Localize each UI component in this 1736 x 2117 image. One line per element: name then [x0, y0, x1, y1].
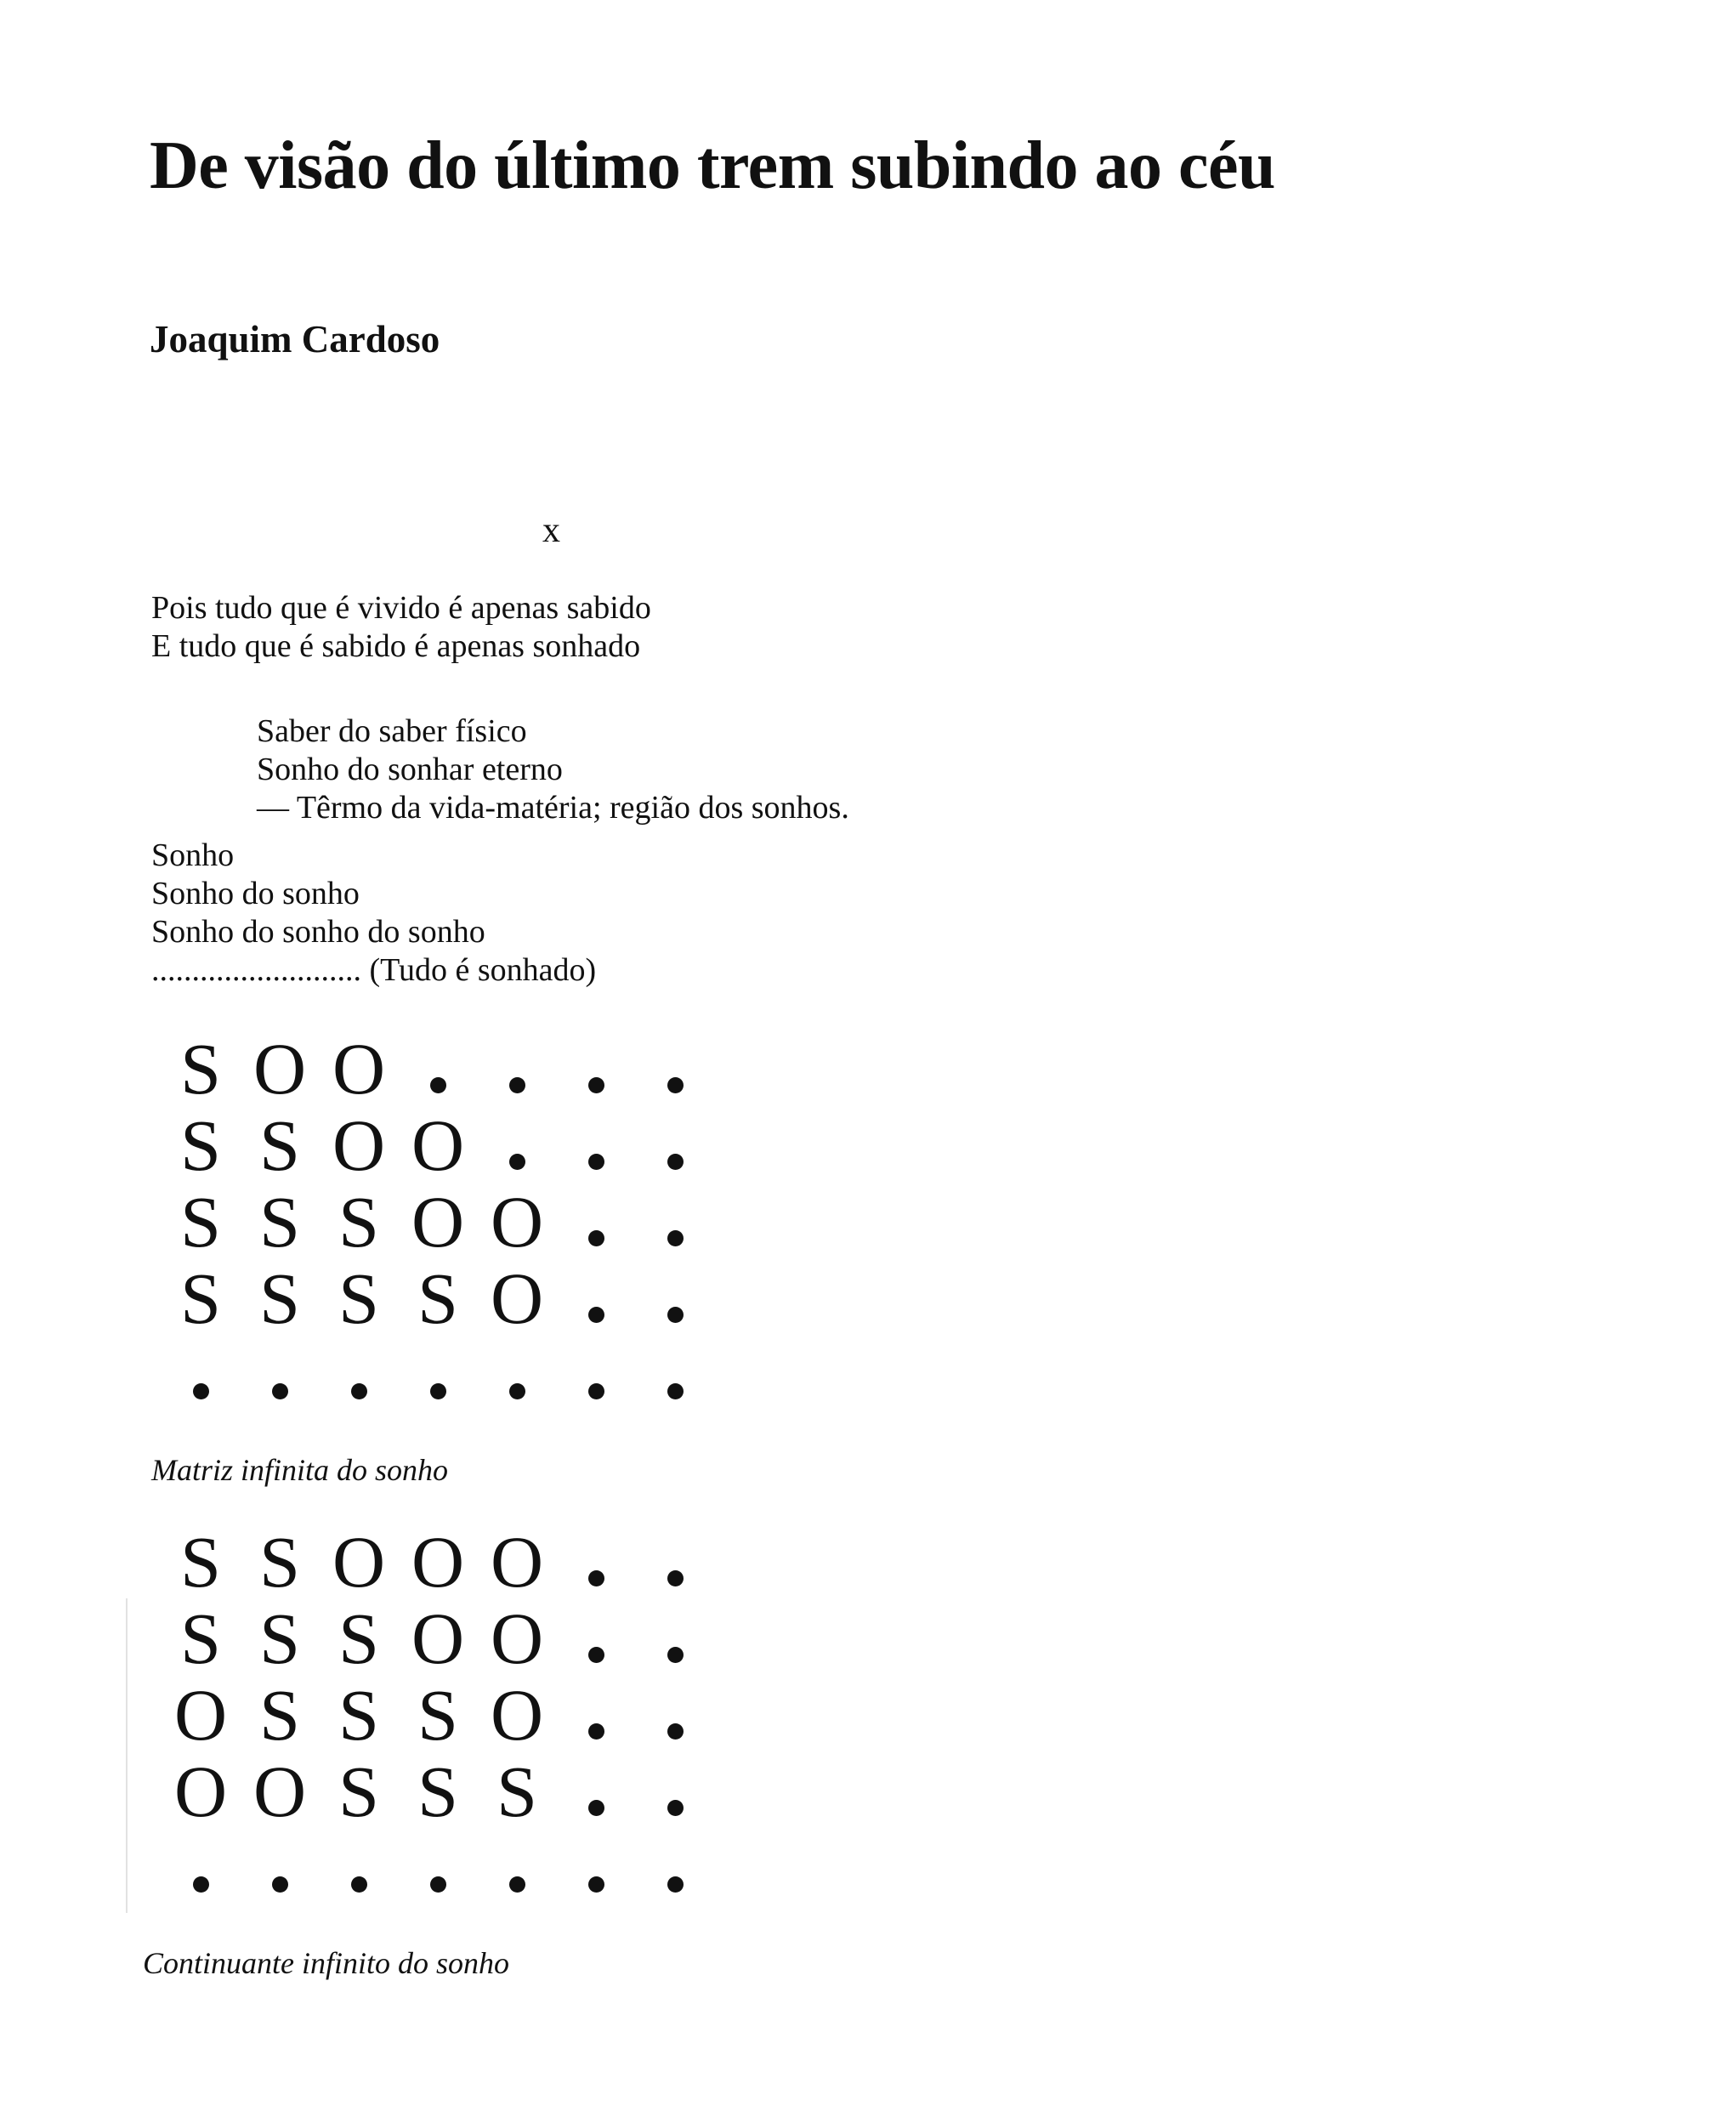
- matrix-dot: [399, 1030, 477, 1107]
- matrix-dot: [478, 1830, 556, 1906]
- matrix-dot: [320, 1337, 398, 1413]
- section-mark: x: [542, 511, 560, 550]
- matrix-letter: S: [338, 1598, 379, 1679]
- matrix-dot: [636, 1600, 714, 1677]
- stanza-1: [151, 589, 651, 666]
- verse-line: Pois tudo que é vivido é apenas sabido: [151, 590, 651, 626]
- matrix-letter: O: [490, 1674, 544, 1756]
- matrix-letter: O: [252, 1028, 307, 1110]
- poem-title: De visão do último trem subindo ao céu: [150, 128, 1276, 203]
- matrix-letter: O: [411, 1181, 465, 1263]
- matrix-dot: [478, 1030, 556, 1107]
- matrix-dot: [557, 1830, 635, 1906]
- matrix-letter: S: [338, 1181, 379, 1263]
- verse-line: E tudo que é sabido é apenas sonhado: [151, 628, 641, 664]
- matrix-letter: S: [338, 1257, 379, 1339]
- matrix-letter: O: [332, 1028, 386, 1110]
- matrix-letter: S: [259, 1598, 300, 1679]
- matrix-letter: O: [173, 1751, 228, 1832]
- matrix-dot: [557, 1337, 635, 1413]
- matrix-dot: [636, 1107, 714, 1183]
- matrix-letter: S: [180, 1028, 221, 1110]
- matrix-dot: [478, 1107, 556, 1183]
- matrix-letter: O: [490, 1598, 544, 1679]
- matrix-dot: [557, 1677, 635, 1753]
- matrix-dot: [636, 1677, 714, 1753]
- matrix-dot: [557, 1183, 635, 1260]
- matrix-dot: [557, 1600, 635, 1677]
- matrix-dot: [636, 1830, 714, 1906]
- matrix-letter: S: [338, 1751, 379, 1832]
- matrix-dot: [636, 1183, 714, 1260]
- matrix-letter: S: [496, 1751, 537, 1832]
- matrix-letter: S: [417, 1751, 458, 1832]
- matrix-dot: [636, 1030, 714, 1107]
- matrix-letter: O: [173, 1674, 228, 1756]
- matrix-letter: O: [252, 1751, 307, 1832]
- matrix-letter: O: [490, 1257, 544, 1339]
- matrix-letter: S: [417, 1674, 458, 1756]
- matrix-dot: [636, 1337, 714, 1413]
- matrix-letter: S: [338, 1674, 379, 1756]
- matrix-dot: [399, 1830, 477, 1906]
- matrix-letter: O: [490, 1181, 544, 1263]
- stanza-2: [257, 712, 849, 827]
- verse-line: — Têrmo da vida-matéria; região dos sonhos.: [257, 790, 849, 826]
- matrix-letter: S: [180, 1598, 221, 1679]
- matrix-letter: O: [411, 1598, 465, 1679]
- page-edge-shadow: [126, 1598, 128, 1913]
- matrix-letter: S: [417, 1257, 458, 1339]
- verse-line: Saber do saber físico: [257, 713, 527, 749]
- matrix-dot: [636, 1524, 714, 1600]
- matrix-dot: [557, 1753, 635, 1830]
- matrix-letter: S: [180, 1257, 221, 1339]
- matrix-dot: [557, 1524, 635, 1600]
- verse-line: Sonho do sonhar eterno: [257, 752, 563, 787]
- matrix-letter: O: [490, 1521, 544, 1603]
- matrix-dot: [557, 1030, 635, 1107]
- matrix-dot: [241, 1337, 319, 1413]
- matrix-letter: O: [332, 1521, 386, 1603]
- verse-line: Sonho do sonho: [151, 876, 360, 911]
- matrix-dot: [557, 1107, 635, 1183]
- matrix-letter: O: [332, 1104, 386, 1186]
- matrix-caption: Matriz infinita do sonho: [151, 1453, 449, 1487]
- verse-line: Sonho do sonho do sonho: [151, 914, 485, 950]
- matrix-dot: [557, 1260, 635, 1337]
- matrix-letter: O: [411, 1521, 465, 1603]
- matrix-dot: [636, 1753, 714, 1830]
- matrix-dot: [320, 1830, 398, 1906]
- continuant-caption: Continuante infinito do sonho: [143, 1946, 510, 1980]
- matrix-dot: [241, 1830, 319, 1906]
- matrix-letter: S: [180, 1521, 221, 1603]
- matrix-dot: [399, 1337, 477, 1413]
- matrix-dot: [162, 1830, 240, 1906]
- matrix-letter: S: [259, 1257, 300, 1339]
- verse-line: Sonho: [151, 837, 235, 873]
- matrix-letter: S: [259, 1674, 300, 1756]
- matrix-dot: [478, 1337, 556, 1413]
- matrix-dot: [636, 1260, 714, 1337]
- matrix-letter: S: [259, 1521, 300, 1603]
- matrix-dot: [162, 1337, 240, 1413]
- matrix-letter: S: [180, 1181, 221, 1263]
- matrix-letter: S: [259, 1181, 300, 1263]
- poem-author: Joaquim Cardoso: [150, 318, 440, 360]
- stanza-3: [151, 837, 596, 990]
- verse-line: .......................... (Tudo é sonhado): [151, 952, 597, 988]
- matrix-letter: O: [411, 1104, 465, 1186]
- matrix-letter: S: [259, 1104, 300, 1186]
- matrix-letter: S: [180, 1104, 221, 1186]
